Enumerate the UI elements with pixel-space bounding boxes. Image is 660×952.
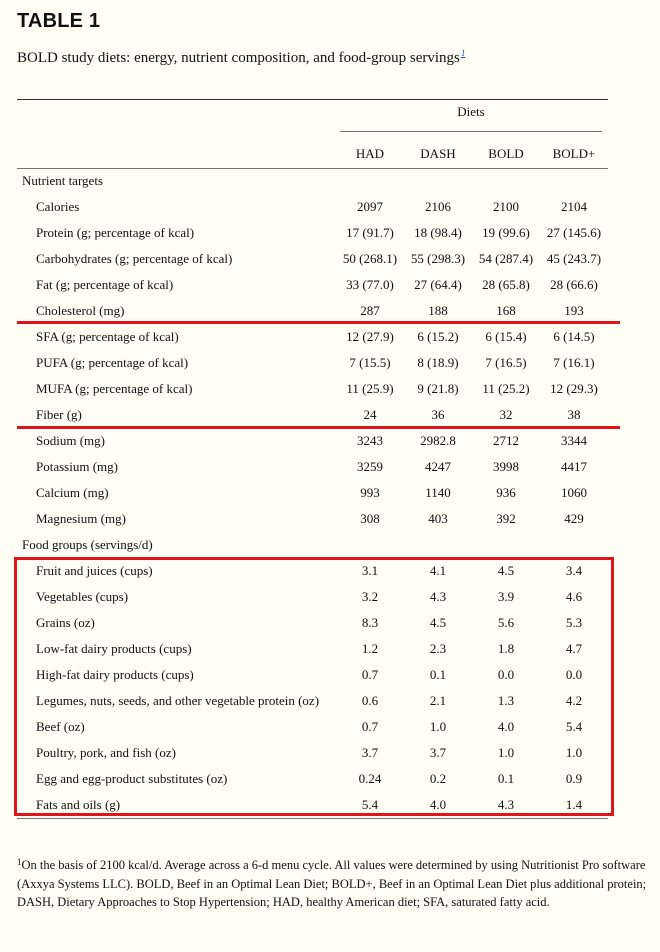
table-cell: 28 (66.6) bbox=[550, 277, 598, 292]
table-cell: 0.7 bbox=[361, 719, 379, 734]
table-cell: 6 (15.4) bbox=[485, 329, 527, 344]
row-label: SFA (g; percentage of kcal) bbox=[36, 329, 179, 344]
column-header-dash: DASH bbox=[420, 146, 456, 161]
table-cell: 0.1 bbox=[497, 771, 515, 786]
table-cell: 11 (25.9) bbox=[346, 381, 394, 396]
table-cell: 1.2 bbox=[361, 641, 379, 656]
table-cell: 7 (16.5) bbox=[485, 355, 527, 370]
table-cell: 3.9 bbox=[497, 589, 515, 604]
table-cell: 4417 bbox=[561, 459, 587, 474]
table-cell: 2097 bbox=[357, 199, 383, 214]
diets-header: Diets bbox=[457, 104, 485, 119]
table-cell: 4247 bbox=[425, 459, 451, 474]
table-bottom-rule bbox=[17, 818, 608, 819]
table-cell: 392 bbox=[496, 511, 516, 526]
table-cell: 1.4 bbox=[565, 797, 583, 812]
table-cell: 0.0 bbox=[497, 667, 515, 682]
row-label: Carbohydrates (g; percentage of kcal) bbox=[36, 251, 233, 266]
table-cell: 1140 bbox=[425, 485, 451, 500]
table-cell: 2.3 bbox=[429, 641, 447, 656]
table-cell: 4.0 bbox=[429, 797, 447, 812]
table-cell: 27 (64.4) bbox=[414, 277, 462, 292]
table-cell: 2982.8 bbox=[420, 433, 456, 448]
section-food-groups: Food groups (servings/d) bbox=[22, 537, 153, 552]
table-cell: 3998 bbox=[493, 459, 519, 474]
table-cell: 5.6 bbox=[497, 615, 515, 630]
table-cell: 3.7 bbox=[429, 745, 447, 760]
table-cell: 4.0 bbox=[497, 719, 515, 734]
table-cell: 38 bbox=[567, 407, 581, 422]
table-cell: 2100 bbox=[493, 199, 519, 214]
table-cell: 193 bbox=[564, 303, 584, 318]
table-cell: 308 bbox=[360, 511, 380, 526]
row-label: Fat (g; percentage of kcal) bbox=[36, 277, 174, 292]
table-cell: 936 bbox=[496, 485, 516, 500]
table-cell: 1.3 bbox=[497, 693, 515, 708]
table-cell: 0.7 bbox=[361, 667, 379, 682]
table-cell: 0.24 bbox=[358, 771, 382, 786]
table-cell: 12 (29.3) bbox=[550, 381, 598, 396]
table-cell: 5.3 bbox=[565, 615, 583, 630]
table-cell: 403 bbox=[428, 511, 448, 526]
table-cell: 4.3 bbox=[497, 797, 515, 812]
column-header-had: HAD bbox=[355, 146, 385, 161]
table-cell: 2712 bbox=[493, 433, 519, 448]
table-cell: 55 (298.3) bbox=[410, 251, 466, 266]
row-label: Calories bbox=[36, 199, 80, 214]
table-cell: 188 bbox=[428, 303, 448, 318]
table-cell: 0.2 bbox=[429, 771, 447, 786]
table-cell: 45 (243.7) bbox=[546, 251, 602, 266]
table-cell: 4.5 bbox=[429, 615, 447, 630]
table-cell: 54 (287.4) bbox=[478, 251, 534, 266]
table-cell: 8.3 bbox=[361, 615, 379, 630]
row-label: Fiber (g) bbox=[36, 407, 82, 422]
table-cell: 0.9 bbox=[565, 771, 583, 786]
table-cell: 0.1 bbox=[429, 667, 447, 682]
row-label: Grains (oz) bbox=[36, 615, 95, 630]
row-label: Fruit and juices (cups) bbox=[36, 563, 153, 578]
footnote-mark: 1 bbox=[17, 857, 22, 867]
row-label: Egg and egg-product substitutes (oz) bbox=[36, 771, 228, 786]
table-cell: 24 bbox=[363, 407, 377, 422]
row-label: Cholesterol (mg) bbox=[36, 303, 125, 318]
table-cell: 27 (145.6) bbox=[546, 225, 602, 240]
table-cell: 5.4 bbox=[361, 797, 379, 812]
table-cell: 1.0 bbox=[565, 745, 583, 760]
row-label: PUFA (g; percentage of kcal) bbox=[36, 355, 189, 370]
table-cell: 168 bbox=[496, 303, 516, 318]
table-cell: 17 (91.7) bbox=[346, 225, 394, 240]
table-cell: 4.1 bbox=[429, 563, 447, 578]
highlight-line-after-cholesterol bbox=[17, 321, 620, 324]
table-cell: 36 bbox=[431, 407, 445, 422]
table-cell: 6 (14.5) bbox=[553, 329, 595, 344]
table-cell: 3259 bbox=[357, 459, 383, 474]
table-cell: 9 (21.8) bbox=[417, 381, 459, 396]
table-cell: 5.4 bbox=[565, 719, 583, 734]
table-cell: 3243 bbox=[357, 433, 383, 448]
highlight-line-after-fiber bbox=[17, 426, 620, 429]
row-label: MUFA (g; percentage of kcal) bbox=[36, 381, 193, 396]
row-label: Beef (oz) bbox=[36, 719, 85, 734]
table-cell: 50 (268.1) bbox=[342, 251, 398, 266]
table-cell: 3.7 bbox=[361, 745, 379, 760]
table-cell: 0.0 bbox=[565, 667, 583, 682]
row-label: Poultry, pork, and fish (oz) bbox=[36, 745, 176, 760]
table-cell: 1060 bbox=[561, 485, 587, 500]
table-cell: 11 (25.2) bbox=[482, 381, 530, 396]
row-label: Sodium (mg) bbox=[36, 433, 105, 448]
row-label: Legumes, nuts, seeds, and other vegetable protein (oz) bbox=[36, 693, 320, 708]
table-cell: 2.1 bbox=[429, 693, 447, 708]
table-cell: 993 bbox=[360, 485, 380, 500]
caption-footnote-link[interactable]: 1 bbox=[460, 48, 466, 58]
table-cell: 32 bbox=[499, 407, 513, 422]
table-cell: 7 (15.5) bbox=[349, 355, 391, 370]
table-cell: 2104 bbox=[561, 199, 587, 214]
table-footnote bbox=[17, 856, 647, 911]
table-cell: 33 (77.0) bbox=[346, 277, 394, 292]
table-cell: 12 (27.9) bbox=[346, 329, 394, 344]
table-cell: 4.2 bbox=[565, 693, 583, 708]
table-cell: 28 (65.8) bbox=[482, 277, 530, 292]
diets-spanner-rule bbox=[340, 131, 602, 132]
section-nutrient-targets: Nutrient targets bbox=[22, 173, 103, 188]
table-cell: 3.4 bbox=[565, 563, 583, 578]
row-label: Low-fat dairy products (cups) bbox=[36, 641, 192, 656]
table-caption bbox=[17, 50, 465, 67]
row-label: Vegetables (cups) bbox=[36, 589, 129, 604]
table-cell: 18 (98.4) bbox=[414, 225, 462, 240]
table-cell: 3344 bbox=[561, 433, 587, 448]
table-cell: 2106 bbox=[425, 199, 451, 214]
row-label: High-fat dairy products (cups) bbox=[36, 667, 194, 682]
table-cell: 0.6 bbox=[361, 693, 379, 708]
table-cell: 3.1 bbox=[361, 563, 379, 578]
table-cell: 429 bbox=[564, 511, 584, 526]
table-cell: 4.3 bbox=[429, 589, 447, 604]
row-label: Fats and oils (g) bbox=[36, 797, 121, 812]
row-label: Protein (g; percentage of kcal) bbox=[36, 225, 195, 240]
table-label: TABLE 1 bbox=[17, 10, 101, 32]
row-label: Magnesium (mg) bbox=[36, 511, 126, 526]
table-cell: 8 (18.9) bbox=[417, 355, 459, 370]
table-cell: 4.7 bbox=[565, 641, 583, 656]
highlight-box-food-groups bbox=[14, 557, 614, 816]
header-bottom-rule bbox=[17, 168, 608, 169]
table-cell: 6 (15.2) bbox=[417, 329, 459, 344]
table-cell: 1.0 bbox=[497, 745, 515, 760]
table-cell: 7 (16.1) bbox=[553, 355, 595, 370]
table-cell: 1.8 bbox=[497, 641, 515, 656]
table-cell: 4.5 bbox=[497, 563, 515, 578]
footnote-text: On the basis of 2100 kcal/d. Average across a 6-d menu cycle. All values were determined by using Nutritionist Pro software (Axxya Systems LLC). BOLD, Beef in an Optimal Lean Diet; BOLD+, Beef in an Optimal Lean Diet plus additional protein; DASH, Dietary Approaches to Stop Hypertension; HAD, healthy American diet; SFA, saturated fatty acid. bbox=[17, 858, 647, 909]
row-label: Calcium (mg) bbox=[36, 485, 109, 500]
column-header-bold-plus: BOLD+ bbox=[552, 146, 596, 161]
row-label: Potassium (mg) bbox=[36, 459, 118, 474]
table-cell: 19 (99.6) bbox=[482, 225, 530, 240]
table-top-rule bbox=[17, 99, 608, 100]
table-cell: 1.0 bbox=[429, 719, 447, 734]
table-cell: 287 bbox=[360, 303, 380, 318]
caption-text: BOLD study diets: energy, nutrient composition, and food-group servings bbox=[17, 50, 460, 66]
table-cell: 4.6 bbox=[565, 589, 583, 604]
table-cell: 3.2 bbox=[361, 589, 379, 604]
column-header-bold: BOLD bbox=[488, 146, 524, 161]
